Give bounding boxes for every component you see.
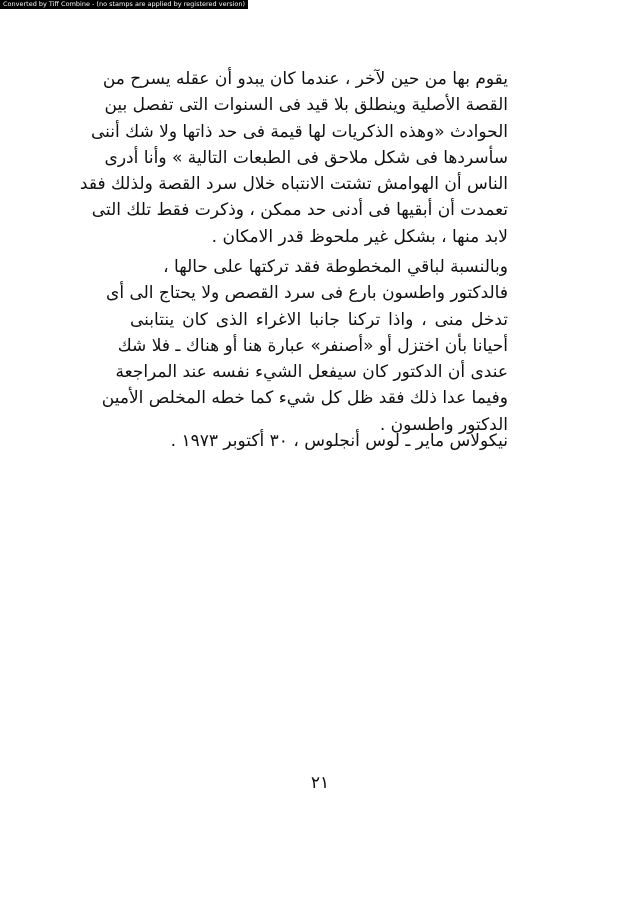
paragraph-1 xyxy=(79,66,508,250)
page-number: ٢١ xyxy=(310,773,330,793)
text-line: سأسردها فى شكل ملاحق فى الطبعات التالية » وأنا أدرى xyxy=(104,147,508,168)
text-line: الناس أن الهوامش تشتت الانتباه خلال سرد القصة ولذلك فقد xyxy=(79,174,508,195)
paragraph-2 xyxy=(101,254,508,438)
text-line: تعمدت أن أبقيها فى أدنى حد ممكن ، وذكرت فقط تلك التى xyxy=(91,200,508,221)
text-line: القصة الأصلية وينطلق بلا قيد فى السنوات التى تفصل بين xyxy=(104,95,508,116)
text-line: وفيما عدا ذلك فقد ظل كل شيء كما خطه المخلص الأمين xyxy=(101,388,508,409)
text-line: فالدكتور واطسون بارع فى سرد القصص ولا يحتاج الى أى xyxy=(106,283,508,304)
text-line: لابد منها ، بشكل غير ملحوظ قدر الامكان . xyxy=(211,226,508,247)
text-line: الدكتور واطسون . xyxy=(379,414,508,435)
text-line: وبالنسبة لباقي المخطوطة فقد تركتها على حالها ، xyxy=(163,257,508,277)
text-line: عندى أن الدكتور كان سيفعل الشيء نفسه عند المراجعة xyxy=(115,362,508,383)
author-signature-line: نيكولاس ماير ـ لوس أنجلوس ، ٣٠ أكتوبر ١٩٧٣ . xyxy=(170,431,508,451)
converter-watermark: Converted by Tiff Combine - (no stamps are applied by registered version) xyxy=(0,0,248,9)
text-line: يقوم بها من حين لآخر ، عندما كان يبدو أن عقله يسرح من xyxy=(102,69,508,89)
text-line: تدخل منى ، واذا تركنا جانبا الاغراء الذى كان ينتابنى xyxy=(130,309,508,330)
text-line: الحوادث «وهذه الذكريات لها قيمة فى حد ذاتها ولا شك أننى xyxy=(90,121,508,142)
text-line: أحيانا بأن اختزل أو «أصنفر» عبارة هنا أو هناك ـ فلا شك xyxy=(117,335,508,356)
